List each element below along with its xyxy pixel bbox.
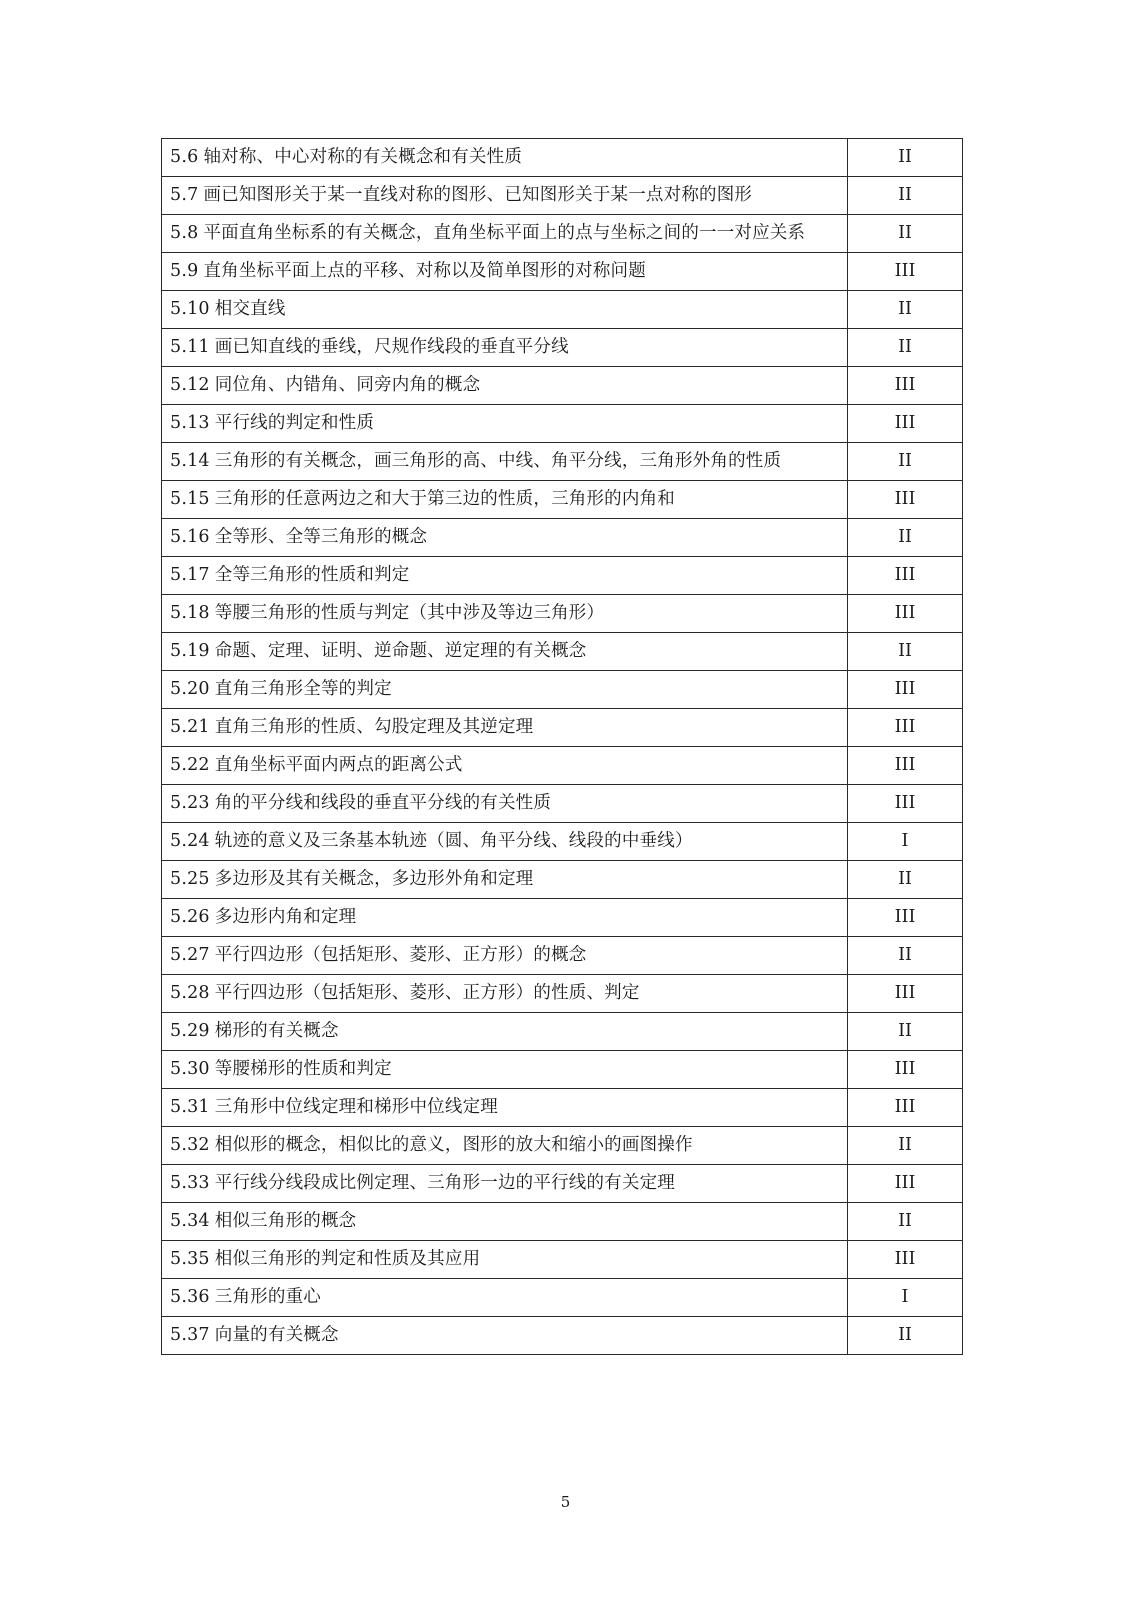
item-content: [170, 899, 839, 936]
item-cell: [162, 1013, 848, 1051]
item-number: 5.18: [170, 603, 210, 623]
item-cell: [162, 481, 848, 519]
item-cell: [162, 1127, 848, 1165]
item-cell: [162, 823, 848, 861]
item-cell: [162, 557, 848, 595]
item-number: 5.15: [170, 489, 210, 509]
table-body: [162, 139, 963, 1355]
item-cell: [162, 215, 848, 253]
item-content: [170, 633, 839, 670]
item-number: 5.10: [170, 299, 210, 319]
item-cell: [162, 443, 848, 481]
table-row: [162, 1089, 963, 1127]
item-number: 5.34: [170, 1211, 210, 1231]
level-cell: III: [848, 1051, 963, 1089]
item-content: [170, 709, 839, 746]
table-row: [162, 633, 963, 671]
item-number: 5.22: [170, 755, 210, 775]
item-number: 5.36: [170, 1287, 210, 1307]
table-row: [162, 139, 963, 177]
level-cell: II: [848, 937, 963, 975]
level-cell: III: [848, 481, 963, 519]
item-description: 全等形、全等三角形的概念: [214, 527, 428, 547]
level-cell: II: [848, 519, 963, 557]
item-content: [170, 329, 839, 366]
level-cell: III: [848, 671, 963, 709]
item-content: [170, 937, 839, 974]
table-row: [162, 557, 963, 595]
item-content: [170, 177, 839, 214]
item-description: 直角坐标平面内两点的距离公式: [214, 755, 463, 775]
item-content: [170, 443, 839, 480]
item-description: 平面直角坐标系的有关概念，直角坐标平面上的点与坐标之间的一一对应关系: [203, 223, 806, 243]
level-cell: II: [848, 1013, 963, 1051]
table-row: [162, 1203, 963, 1241]
item-number: 5.25: [170, 869, 210, 889]
level-cell: III: [848, 785, 963, 823]
table-row: [162, 177, 963, 215]
item-cell: [162, 1279, 848, 1317]
level-cell: II: [848, 329, 963, 367]
item-number: 5.20: [170, 679, 210, 699]
item-number: 5.29: [170, 1021, 210, 1041]
item-content: [170, 1203, 839, 1240]
item-description: 相交直线: [214, 299, 286, 319]
item-description: 同位角、内错角、同旁内角的概念: [214, 375, 481, 395]
item-cell: [162, 861, 848, 899]
item-cell: [162, 1165, 848, 1203]
item-content: [170, 671, 839, 708]
level-cell: III: [848, 253, 963, 291]
item-cell: [162, 405, 848, 443]
item-number: 5.11: [170, 337, 210, 357]
item-number: 5.28: [170, 983, 210, 1003]
level-cell: III: [848, 899, 963, 937]
item-description: 三角形中位线定理和梯形中位线定理: [214, 1097, 498, 1117]
level-cell: II: [848, 1127, 963, 1165]
item-cell: [162, 1317, 848, 1355]
table-row: [162, 481, 963, 519]
item-content: [170, 747, 839, 784]
table-row: [162, 747, 963, 785]
item-number: 5.19: [170, 641, 210, 661]
item-cell: [162, 1089, 848, 1127]
item-description: 相似三角形的判定和性质及其应用: [214, 1249, 481, 1269]
item-description: 三角形的有关概念，画三角形的高、中线、角平分线，三角形外角的性质: [214, 451, 782, 471]
item-cell: [162, 899, 848, 937]
level-cell: II: [848, 443, 963, 481]
table-row: [162, 595, 963, 633]
item-content: [170, 1127, 839, 1164]
item-cell: [162, 633, 848, 671]
table-row: [162, 861, 963, 899]
item-content: [170, 291, 839, 328]
level-cell: II: [848, 633, 963, 671]
item-cell: [162, 1203, 848, 1241]
item-cell: [162, 937, 848, 975]
item-content: [170, 481, 839, 518]
table-row: [162, 253, 963, 291]
item-description: 直角三角形全等的判定: [214, 679, 392, 699]
table-row: [162, 215, 963, 253]
item-content: [170, 215, 839, 252]
item-number: 5.33: [170, 1173, 210, 1193]
item-number: 5.35: [170, 1249, 210, 1269]
item-content: [170, 1013, 839, 1050]
item-number: 5.9: [170, 261, 199, 281]
level-cell: III: [848, 1165, 963, 1203]
level-cell: II: [848, 215, 963, 253]
item-content: [170, 1317, 839, 1354]
level-cell: II: [848, 291, 963, 329]
level-cell: III: [848, 747, 963, 785]
level-cell: II: [848, 177, 963, 215]
item-number: 5.14: [170, 451, 210, 471]
item-content: [170, 1279, 839, 1316]
item-number: 5.17: [170, 565, 210, 585]
item-number: 5.16: [170, 527, 210, 547]
level-cell: I: [848, 1279, 963, 1317]
item-cell: [162, 975, 848, 1013]
table-row: [162, 405, 963, 443]
item-content: [170, 1241, 839, 1278]
item-description: 角的平分线和线段的垂直平分线的有关性质: [214, 793, 552, 813]
item-description: 多边形内角和定理: [214, 907, 357, 927]
item-cell: [162, 1241, 848, 1279]
item-cell: [162, 1051, 848, 1089]
curriculum-table: [161, 138, 963, 1355]
level-cell: III: [848, 595, 963, 633]
item-number: 5.24: [170, 831, 210, 851]
item-number: 5.13: [170, 413, 210, 433]
page-number: 5: [560, 1493, 571, 1511]
item-description: 平行线分线段成比例定理、三角形一边的平行线的有关定理: [214, 1173, 675, 1193]
level-cell: III: [848, 975, 963, 1013]
item-cell: [162, 177, 848, 215]
level-cell: III: [848, 1241, 963, 1279]
table-row: [162, 899, 963, 937]
item-number: 5.26: [170, 907, 210, 927]
item-description: 全等三角形的性质和判定: [214, 565, 410, 585]
table-row: [162, 823, 963, 861]
table-row: [162, 519, 963, 557]
level-cell: III: [848, 1089, 963, 1127]
table-row: [162, 1051, 963, 1089]
item-number: 5.12: [170, 375, 210, 395]
level-cell: I: [848, 823, 963, 861]
item-description: 轨迹的意义及三条基本轨迹（圆、角平分线、线段的中垂线）: [214, 831, 693, 851]
item-description: 相似三角形的概念: [214, 1211, 357, 1231]
item-description: 平行四边形（包括矩形、菱形、正方形）的性质、判定: [214, 983, 640, 1003]
level-cell: II: [848, 1203, 963, 1241]
item-cell: [162, 671, 848, 709]
item-cell: [162, 291, 848, 329]
item-description: 多边形及其有关概念，多边形外角和定理: [214, 869, 534, 889]
item-description: 画已知直线的垂线，尺规作线段的垂直平分线: [214, 337, 569, 357]
item-description: 平行线的判定和性质: [214, 413, 375, 433]
item-content: [170, 823, 839, 860]
item-content: [170, 595, 839, 632]
item-description: 命题、定理、证明、逆命题、逆定理的有关概念: [214, 641, 587, 661]
table-row: [162, 1279, 963, 1317]
item-cell: [162, 785, 848, 823]
table-row: [162, 329, 963, 367]
item-description: 直角坐标平面上点的平移、对称以及简单图形的对称问题: [203, 261, 646, 281]
item-content: [170, 1165, 839, 1202]
item-description: 轴对称、中心对称的有关概念和有关性质: [203, 147, 523, 167]
level-cell: II: [848, 1317, 963, 1355]
item-number: 5.23: [170, 793, 210, 813]
level-cell: II: [848, 861, 963, 899]
item-number: 5.27: [170, 945, 210, 965]
level-cell: III: [848, 709, 963, 747]
item-number: 5.8: [170, 223, 199, 243]
table-row: [162, 1165, 963, 1203]
item-description: 画已知图形关于某一直线对称的图形、已知图形关于某一点对称的图形: [203, 185, 753, 205]
item-content: [170, 1051, 839, 1088]
item-content: [170, 253, 839, 290]
table-row: [162, 1013, 963, 1051]
item-number: 5.6: [170, 147, 199, 167]
table-row: [162, 671, 963, 709]
item-content: [170, 1089, 839, 1126]
item-content: [170, 519, 839, 556]
item-number: 5.37: [170, 1325, 210, 1345]
item-content: [170, 557, 839, 594]
level-cell: III: [848, 405, 963, 443]
item-description: 三角形的任意两边之和大于第三边的性质，三角形的内角和: [214, 489, 675, 509]
item-content: [170, 405, 839, 442]
table-row: [162, 975, 963, 1013]
item-cell: [162, 253, 848, 291]
table-row: [162, 443, 963, 481]
item-number: 5.31: [170, 1097, 210, 1117]
item-number: 5.30: [170, 1059, 210, 1079]
item-description: 梯形的有关概念: [214, 1021, 339, 1041]
table-row: [162, 709, 963, 747]
item-content: [170, 139, 839, 176]
table-row: [162, 785, 963, 823]
item-description: 向量的有关概念: [214, 1325, 339, 1345]
item-description: 相似形的概念，相似比的意义，图形的放大和缩小的画图操作: [214, 1135, 693, 1155]
table-row: [162, 1127, 963, 1165]
item-cell: [162, 519, 848, 557]
item-cell: [162, 139, 848, 177]
item-description: 平行四边形（包括矩形、菱形、正方形）的概念: [214, 945, 587, 965]
table-row: [162, 937, 963, 975]
item-number: 5.32: [170, 1135, 210, 1155]
table-row: [162, 1317, 963, 1355]
level-cell: II: [848, 139, 963, 177]
item-content: [170, 861, 839, 898]
item-description: 等腰梯形的性质和判定: [214, 1059, 392, 1079]
table-row: [162, 291, 963, 329]
item-cell: [162, 747, 848, 785]
table-row: [162, 1241, 963, 1279]
item-content: [170, 975, 839, 1012]
item-number: 5.7: [170, 185, 199, 205]
item-cell: [162, 367, 848, 405]
item-cell: [162, 595, 848, 633]
item-description: 等腰三角形的性质与判定（其中涉及等边三角形）: [214, 603, 605, 623]
item-cell: [162, 329, 848, 367]
item-content: [170, 785, 839, 822]
item-content: [170, 367, 839, 404]
item-description: 直角三角形的性质、勾股定理及其逆定理: [214, 717, 534, 737]
item-cell: [162, 709, 848, 747]
item-description: 三角形的重心: [214, 1287, 321, 1307]
level-cell: III: [848, 367, 963, 405]
level-cell: III: [848, 557, 963, 595]
item-number: 5.21: [170, 717, 210, 737]
table-row: [162, 367, 963, 405]
